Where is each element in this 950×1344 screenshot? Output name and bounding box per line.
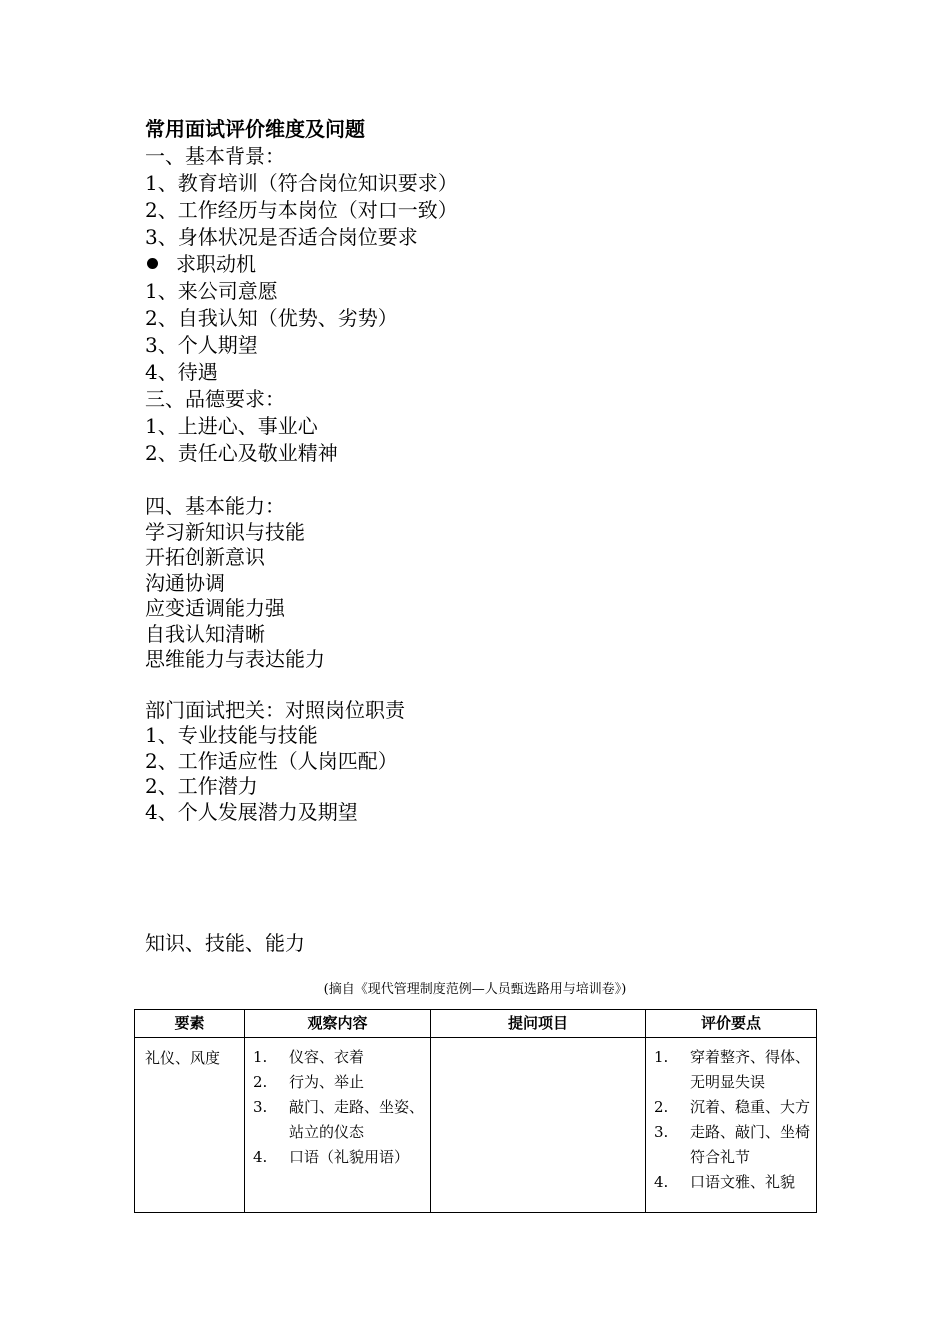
list-item: 2、工作潜力 — [145, 774, 258, 798]
evaluate-list — [646, 1038, 816, 1195]
document-body — [145, 116, 845, 825]
list-item: 1、专业技能与技能 — [145, 723, 318, 747]
list-item — [654, 1170, 810, 1195]
questions-text — [431, 1038, 645, 1054]
list-item: 沟通协调 — [145, 570, 225, 595]
list-item: 开拓创新意识 — [145, 545, 265, 569]
item-number: 3. — [654, 1123, 669, 1141]
item-text: 沉着、稳重、大方 — [690, 1098, 811, 1116]
list-item: 2、责任心及敬业精神 — [145, 441, 338, 465]
list-item — [654, 1045, 810, 1095]
section-heading-ethics: 三、品德要求： — [145, 387, 285, 411]
element-label: 礼仪、风度 — [145, 1049, 221, 1067]
list-item: 1、教育培训（符合岗位知识要求） — [145, 171, 458, 195]
item-number: 4. — [654, 1173, 669, 1191]
section-heading-abilities: 四、基本能力： — [145, 494, 285, 518]
item-text: 行为、举止 — [289, 1073, 365, 1091]
list-item: 4、个人发展潜力及期望 — [145, 799, 358, 824]
observe-list — [245, 1038, 430, 1170]
cell-element — [135, 1038, 245, 1213]
header-evaluate: 评价要点 — [646, 1010, 817, 1038]
list-item — [654, 1120, 810, 1170]
list-item: 2、工作适应性（人岗匹配） — [145, 748, 398, 773]
item-number: 4. — [253, 1148, 268, 1166]
section-heading-motivation-label: 求职动机 — [176, 252, 256, 276]
table-row — [135, 1038, 817, 1213]
table-header-row — [135, 1010, 817, 1038]
evaluation-table — [134, 1009, 817, 1213]
kna-heading: 知识、技能、能力 — [145, 931, 305, 955]
list-item — [253, 1045, 424, 1070]
item-text: 敲门、走路、坐姿、站立的仪态 — [289, 1098, 425, 1141]
list-item — [654, 1095, 810, 1120]
list-item — [253, 1070, 424, 1095]
item-number: 3. — [253, 1098, 268, 1116]
list-item — [253, 1095, 424, 1145]
list-item: 学习新知识与技能 — [145, 519, 305, 544]
list-item: 2、自我认知（优势、劣势） — [145, 306, 398, 330]
section-heading-motivation — [145, 251, 845, 278]
item-text: 穿着整齐、得体、无明显失误 — [690, 1048, 811, 1091]
section-heading-background: 一、基本背景： — [145, 144, 285, 168]
blank-line — [145, 467, 845, 494]
item-number: 2. — [253, 1073, 268, 1091]
list-item: 自我认知清晰 — [145, 621, 265, 646]
item-number: 2. — [654, 1098, 669, 1116]
list-item: 思维能力与表达能力 — [145, 647, 325, 671]
header-element: 要素 — [135, 1010, 245, 1038]
blank-line — [145, 673, 845, 698]
list-item: 应变适调能力强 — [145, 596, 285, 620]
cell-questions — [431, 1038, 646, 1213]
item-text: 仪容、衣着 — [289, 1048, 365, 1066]
list-item: 4、待遇 — [145, 360, 218, 384]
section-heading-department: 部门面试把关：对照岗位职责 — [145, 697, 405, 722]
list-item: 3、个人期望 — [145, 333, 258, 357]
item-text: 走路、敲门、坐椅符合礼节 — [690, 1123, 811, 1166]
item-number: 1. — [253, 1048, 268, 1066]
list-item: 3、身体状况是否适合岗位要求 — [145, 225, 418, 249]
bullet-icon — [147, 258, 158, 269]
cell-observe — [245, 1038, 431, 1213]
header-questions: 提问项目 — [431, 1010, 646, 1038]
source-note: (摘自《现代管理制度范例—人员甄选路用与培训卷》) — [323, 982, 627, 997]
item-number: 1. — [654, 1048, 669, 1066]
list-item: 2、工作经历与本岗位（对口一致） — [145, 198, 458, 222]
document-title: 常用面试评价维度及问题 — [145, 117, 365, 141]
list-item — [253, 1145, 424, 1170]
header-observe: 观察内容 — [245, 1010, 431, 1038]
cell-evaluate — [646, 1038, 817, 1213]
list-item: 1、来公司意愿 — [145, 279, 278, 303]
item-text: 口语（礼貌用语） — [289, 1148, 410, 1166]
item-text: 口语文雅、礼貌 — [690, 1173, 796, 1191]
list-item: 1、上进心、事业心 — [145, 414, 318, 438]
